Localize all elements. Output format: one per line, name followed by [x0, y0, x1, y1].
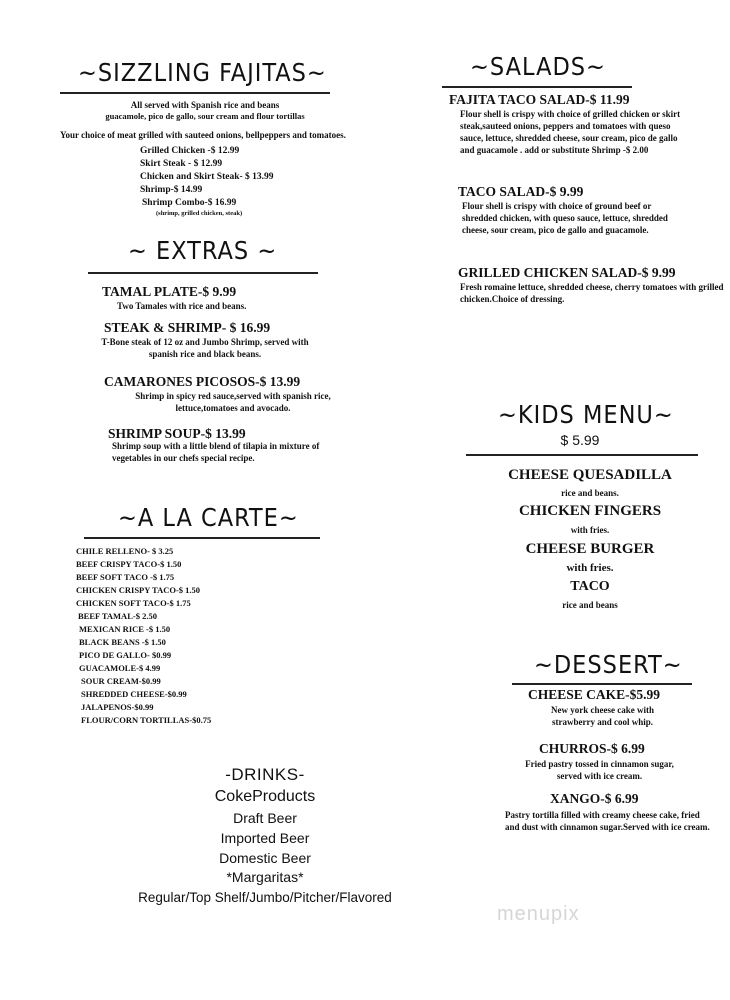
carte-item: BEEF TAMAL-$ 2.50	[78, 611, 157, 621]
carte-item: BEEF SOFT TACO -$ 1.75	[76, 572, 175, 582]
dessert-heading-rule	[512, 683, 692, 685]
drink-item: Domestic Beer	[219, 850, 311, 866]
dessert-item-title: CHEESE CAKE-$5.99	[528, 687, 661, 702]
fajita-item: Skirt Steak - $ 12.99	[140, 159, 223, 169]
carte-item: SHREDDED CHEESE-$0.99	[81, 689, 187, 699]
carte-item: FLOUR/CORN TORTILLAS-$0.75	[81, 715, 212, 725]
salad-item-desc: Flour shell is crispy with choice of ground beef or shredded chicken, with queso sauce, lettuce, shredded cheese, sour cream, pico de gallo and guacamole.	[462, 201, 668, 235]
menupix-watermark: menupix	[497, 903, 580, 925]
salad-item-title: GRILLED CHICKEN SALAD-$ 9.99	[458, 265, 676, 280]
drink-item: Draft Beer	[233, 810, 297, 826]
kids-item-desc: with fries.	[566, 562, 614, 574]
carte-item: BLACK BEANS -$ 1.50	[79, 637, 166, 647]
salad-item-desc: Fresh romaine lettuce, shredded cheese, cherry tomatoes with grilled chicken.Choice of dressing.	[460, 282, 724, 304]
fajita-item: Shrimp Combo-$ 16.99	[142, 198, 237, 208]
kids-item-title: CHEESE QUESADILLA	[508, 467, 672, 483]
fajita-item: Shrimp-$ 14.99	[140, 185, 203, 195]
carte-item: PICO DE GALLO- $0.99	[79, 650, 172, 660]
fajita-item: Chicken and Skirt Steak- $ 13.99	[140, 172, 274, 182]
salads-heading-rule	[442, 86, 632, 88]
extras-item-title: TAMAL PLATE-$ 9.99	[102, 284, 237, 299]
extras-item-desc: Shrimp in spicy red sauce,served with spanish rice, lettuce,tomatoes and avocado.	[135, 391, 331, 413]
salad-item-desc: Flour shell is crispy with choice of grilled chicken or skirt steak,sauteed onions, peppers and tomatoes with queso sauce, lettuce, shredded cheese, sour cream, pico de gallo and guacamole . add or substitute Shrimp -$ 2.00	[460, 109, 681, 155]
extras-item-desc: Shrimp soup with a little blend of tilapia in mixture of vegetables in our chefs special recipe.	[112, 441, 320, 463]
fajita-combo-note: (shrimp, grilled chicken, steak)	[156, 210, 243, 217]
extras-item-desc: Two Tamales with rice and beans.	[117, 301, 247, 311]
kids-price: $ 5.99	[560, 432, 600, 448]
carte-list	[76, 545, 211, 727]
fajitas-intro: Your choice of meat grilled with sauteed onions, bellpeppers and tomatoes.	[60, 130, 346, 140]
drink-item: CokeProducts	[214, 788, 316, 805]
extras-heading: ~ EXTRAS ~	[128, 236, 278, 265]
carte-item: MEXICAN RICE -$ 1.50	[79, 624, 171, 634]
drink-item: Regular/Top Shelf/Jumbo/Pitcher/Flavored	[138, 890, 392, 905]
carte-item: GUACAMOLE-$ 4.99	[79, 663, 161, 673]
salad-item-title: FAJITA TACO SALAD-$ 11.99	[449, 92, 630, 107]
fajitas-heading: ~SIZZLING FAJITAS~	[78, 58, 327, 87]
fajitas-note-1: All served with Spanish rice and beans	[130, 100, 280, 110]
carte-heading-rule	[84, 537, 320, 539]
dessert-item-title: XANGO-$ 6.99	[550, 791, 639, 806]
drink-item: Imported Beer	[220, 830, 310, 846]
fajita-item: Grilled Chicken -$ 12.99	[140, 146, 240, 156]
kids-item-title: CHEESE BURGER	[525, 541, 655, 557]
kids-heading-rule	[466, 454, 698, 456]
dessert-heading: ~DESSERT~	[534, 650, 683, 679]
dessert-item-title: CHURROS-$ 6.99	[539, 741, 645, 756]
extras-item-title: STEAK & SHRIMP- $ 16.99	[104, 320, 271, 335]
extras-heading-rule	[88, 272, 318, 274]
kids-item-desc: rice and beans	[562, 600, 618, 610]
drink-item: *Margaritas*	[226, 869, 304, 885]
fajitas-list	[140, 145, 274, 218]
carte-heading: ~A LA CARTE~	[118, 503, 299, 532]
dessert-item-desc: New york cheese cake with strawberry and cool whip.	[551, 705, 654, 727]
carte-item: SOUR CREAM-$0.99	[81, 676, 161, 686]
kids-item-desc: rice and beans.	[561, 488, 619, 498]
carte-item: BEEF CRISPY TACO-$ 1.50	[76, 559, 182, 569]
extras-item-desc: T-Bone steak of 12 oz and Jumbo Shrimp, served with spanish rice and black beans.	[101, 337, 309, 359]
dessert-item-desc: Fried pastry tossed in cinnamon sugar, served with ice cream.	[525, 759, 674, 781]
fajitas-heading-rule	[60, 92, 330, 94]
kids-item-desc: with fries.	[570, 525, 610, 535]
extras-item-title: CAMARONES PICOSOS-$ 13.99	[104, 374, 301, 389]
kids-item-title: CHICKEN FINGERS	[518, 503, 662, 519]
carte-item: CHICKEN SOFT TACO-$ 1.75	[76, 598, 191, 608]
kids-list	[480, 465, 700, 613]
kids-item-title: TACO	[570, 579, 610, 594]
salad-item-title: TACO SALAD-$ 9.99	[458, 184, 584, 199]
extras-item-title: SHRIMP SOUP-$ 13.99	[108, 426, 246, 441]
carte-item: JALAPENOS-$0.99	[81, 702, 154, 712]
kids-heading: ~KIDS MENU~	[498, 400, 674, 429]
drinks-block	[100, 763, 430, 909]
fajitas-note-2: guacamole, pico de gallo, sour cream and flour tortillas	[105, 111, 305, 121]
carte-item: CHILE RELLENO- $ 3.25	[76, 546, 174, 556]
carte-item: CHICKEN CRISPY TACO-$ 1.50	[76, 585, 201, 595]
drinks-heading: -DRINKS-	[225, 765, 305, 784]
salads-heading: ~SALADS~	[470, 52, 606, 81]
dessert-item-desc: Pastry tortilla filled with creamy cheese cake, fried and dust with cinnamon sugar.Served with ice cream.	[505, 810, 710, 832]
